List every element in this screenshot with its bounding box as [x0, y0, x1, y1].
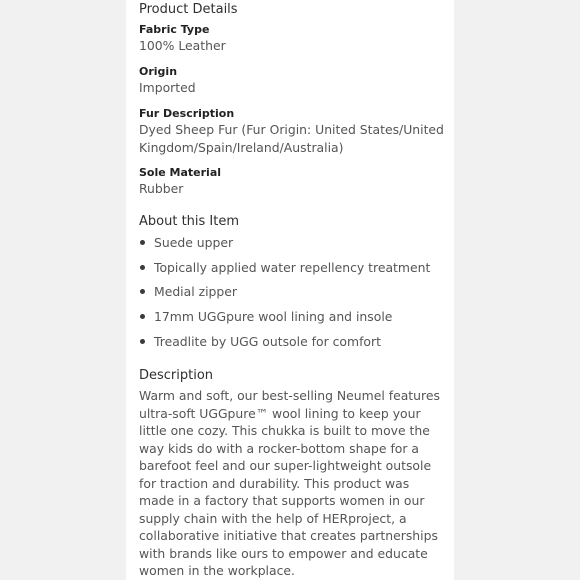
bullet-icon [140, 265, 145, 270]
right-gutter [454, 0, 580, 580]
list-item [139, 259, 445, 276]
description-heading: Description [139, 368, 214, 383]
list-item [139, 308, 445, 325]
field-value: 100% Leather [139, 38, 226, 53]
about-section [139, 213, 445, 357]
field-origin [139, 64, 196, 97]
description-text: Warm and soft, our best-selling Neumel features ultra-soft UGGpure™ wool lining to keep your little one cozy. This chukka is built to move the way kids do with a rocker-bottom shape for a barefoot feel and our super-lightweight outsole for traction and durability. This product was made in a factory that supports women in our supply chain with the help of HERproject, a collaborative initiative that creates partnerships with brands like ours to empower and educate women in the workplace. [139, 388, 440, 578]
bullet-icon [140, 289, 145, 294]
field-value: Rubber [139, 181, 184, 196]
list-item [139, 333, 445, 350]
field-label: Fur Description [139, 107, 235, 120]
field-fur-description [139, 106, 445, 156]
list-item [139, 283, 445, 300]
list-item-text: Suede upper [154, 235, 234, 250]
field-fabric-type [139, 22, 226, 55]
bullet-icon [140, 240, 145, 245]
product-info-panel[interactable] [126, 0, 454, 580]
about-heading: About this Item [139, 214, 240, 229]
list-item-text: Treadlite by UGG outsole for comfort [154, 333, 381, 349]
field-sole-material [139, 165, 221, 198]
list-item [139, 234, 445, 251]
about-bullet-list [139, 234, 445, 350]
field-value: Dyed Sheep Fur (Fur Origin: United States/United Kingdom/Spain/Ireland/Australia) [139, 122, 444, 155]
field-label: Fabric Type [139, 23, 210, 36]
list-item-text: Topically applied water repellency treatment [154, 259, 431, 275]
list-item-text: Medial zipper [154, 284, 237, 300]
field-value: Imported [139, 80, 196, 95]
left-gutter [0, 0, 126, 580]
bullet-icon [140, 314, 145, 319]
list-item-text: 17mm UGGpure wool lining and insole [154, 309, 393, 325]
bullet-icon [140, 339, 145, 344]
field-label: Sole Material [139, 166, 222, 179]
product-details-heading: Product Details [139, 2, 238, 17]
field-label: Origin [139, 65, 178, 78]
description-section [139, 367, 445, 580]
